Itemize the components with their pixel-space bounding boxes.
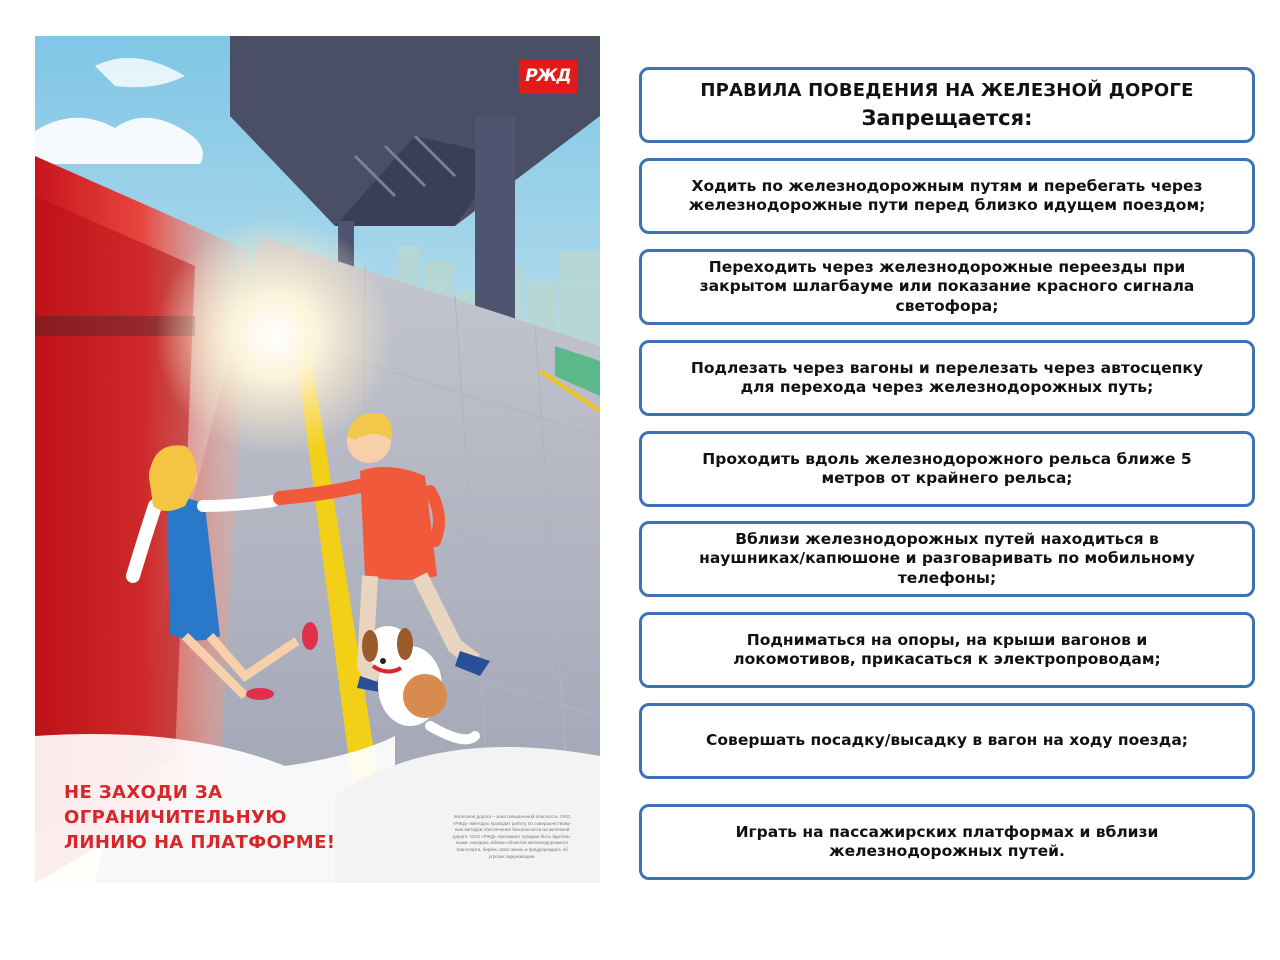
rule-text (688, 450, 1205, 489)
rule-line: Переходить через железнодорожные переезды при (708, 257, 1186, 276)
rule-line: светофора; (895, 296, 999, 315)
poster-slogan (64, 780, 384, 855)
rules-title: ПРАВИЛА ПОВЕДЕНИЯ НА ЖЕЛЕЗНОЙ ДОРОГЕ (700, 79, 1194, 101)
rule-line: телефоны; (897, 568, 997, 587)
fine-print-line: угрозах окружающим. (488, 853, 536, 859)
rule-line: железнодорожные пути перед близко идущем поездом; (688, 196, 1206, 214)
rule-line: наушниках/капюшоне и разговаривать по мобильному (699, 549, 1195, 568)
rule-item-4 (639, 431, 1255, 507)
rule-line: метров от крайнего рельса; (821, 469, 1073, 487)
fine-print-line: транспорта, беречь свою жизнь и предупреждать об (456, 846, 568, 852)
rule-line: Проходить вдоль железнодорожного рельса ближе 5 (702, 449, 1192, 468)
rule-text (692, 731, 1202, 751)
fine-print-line: нию методов обеспечения безопасности на железной (454, 827, 570, 833)
fine-print-line: Железная дорога – зона повышенной опасности. ОАО (453, 814, 571, 819)
rule-line: Подниматься на опоры, на крыши вагонов и (746, 630, 1148, 649)
rule-text (719, 631, 1174, 670)
rule-line: закрытом шлагбауме или показание красного сигнала (699, 277, 1195, 296)
fine-print-line: «РЖД» ежегодно проводит работу по совершенствова- (452, 820, 572, 826)
rule-text (685, 530, 1209, 589)
fine-print-line: ными, находясь вблизи объектов железнодорожного (455, 840, 569, 846)
rzd-logo: РЖД (519, 59, 577, 94)
rule-line: железнодорожных путей. (829, 842, 1065, 860)
poster-fine-print (426, 814, 598, 860)
rule-line: Играть на пассажирских платформах и вблизи (735, 822, 1159, 841)
rule-line: Вблизи железнодорожных путей находиться в (735, 529, 1159, 548)
fine-print-line: дороге. ОАО «РЖД» призывает граждан быть бдитель- (452, 833, 572, 839)
rule-text (675, 177, 1220, 216)
slogan-line: НЕ ЗАХОДИ ЗА (64, 782, 223, 803)
rule-item-6 (639, 612, 1255, 688)
rule-line: для перехода через железнодорожных путь; (740, 378, 1154, 396)
slogan-line: ОГРАНИЧИТЕЛЬНУЮ (64, 807, 287, 828)
rule-item-8 (639, 804, 1255, 880)
rule-line: Совершать посадку/высадку в вагон на ходу поезда; (706, 731, 1188, 750)
rule-item-3 (639, 340, 1255, 416)
rule-item-7 (639, 703, 1255, 779)
rule-item-1 (639, 158, 1255, 234)
rule-text (677, 359, 1217, 398)
rule-line: Подлезать через вагоны и перелезать через автосцепку (690, 358, 1204, 377)
rule-text (686, 258, 1209, 317)
safety-poster (35, 36, 600, 883)
slogan-line: ЛИНИЮ НА ПЛАТФОРМЕ! (64, 832, 336, 853)
rule-item-2 (639, 249, 1255, 325)
poster-illustration (35, 36, 600, 883)
rules-header (639, 67, 1255, 143)
rules-subtitle: Запрещается: (861, 105, 1033, 130)
rule-line: Ходить по железнодорожным путям и перебегать через (691, 176, 1203, 195)
rule-line: локомотивов, прикасаться к электропроводам; (733, 650, 1161, 668)
rule-item-5 (639, 521, 1255, 597)
rule-text (722, 823, 1173, 862)
